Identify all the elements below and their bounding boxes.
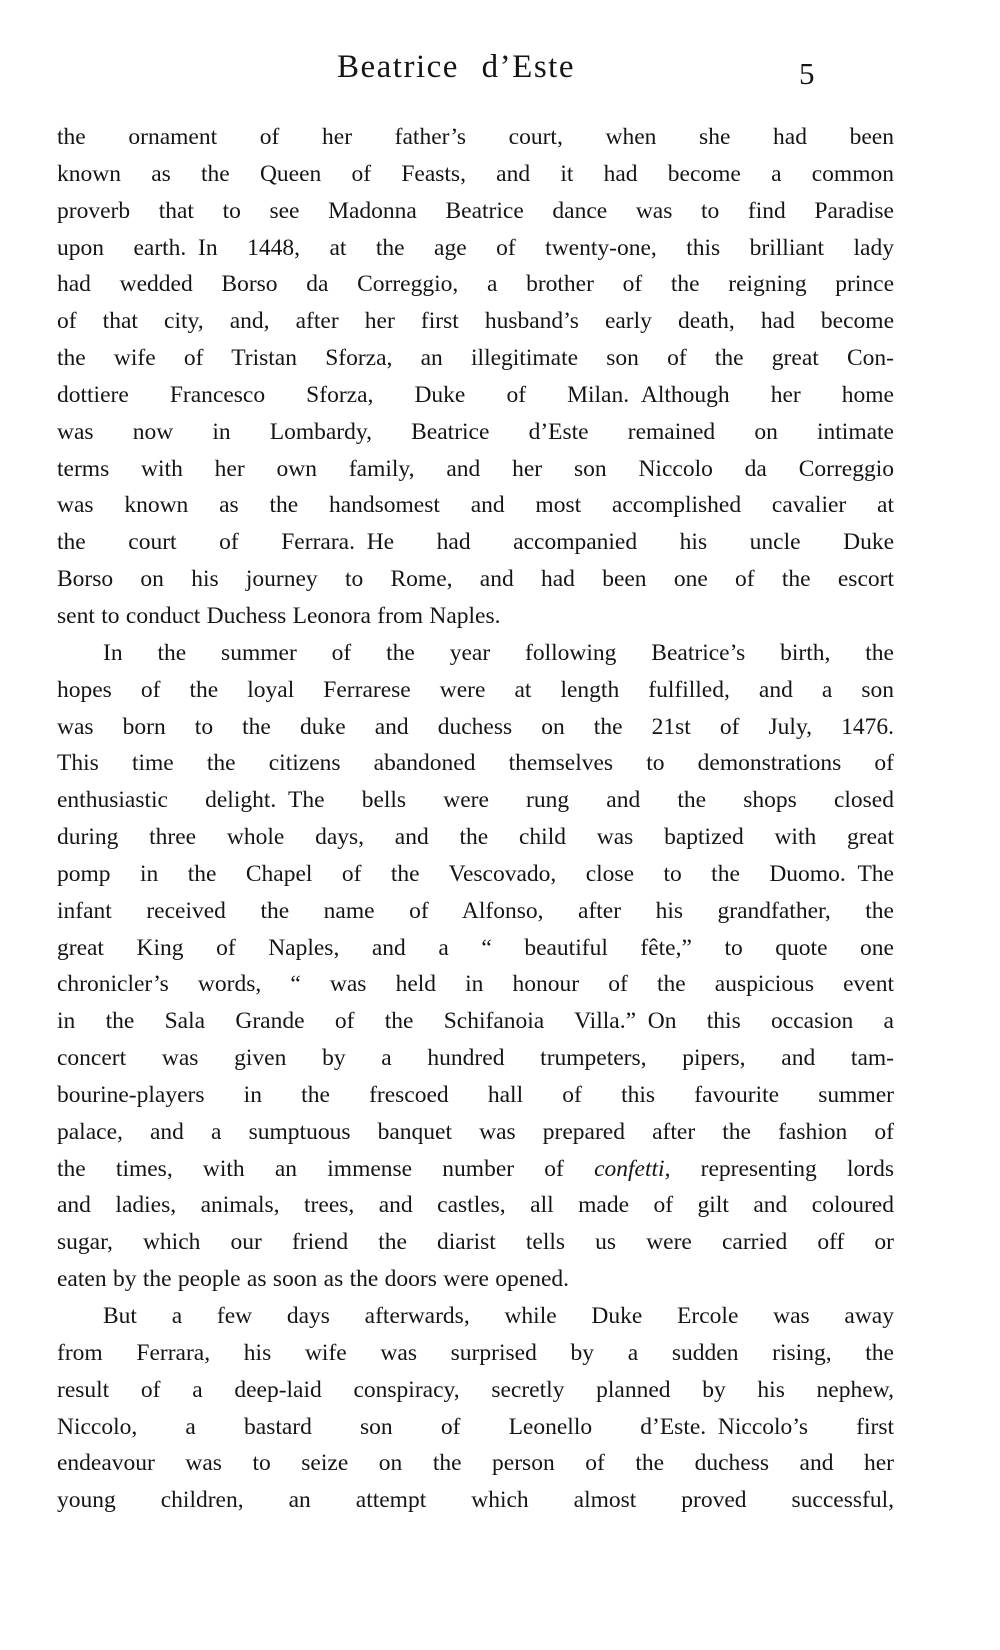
text-line: the ornament of her father’s court, when she had been: [57, 124, 894, 150]
text-line: upon earth. In 1448, at the age of twenty-one, this brilliant lady: [57, 234, 894, 261]
text-line: [57, 1151, 894, 1188]
text-line: young children, an attempt which almost proved successful,: [57, 1487, 894, 1514]
text-line: sugar, which our friend the diarist tells us were carried off or: [57, 1229, 894, 1256]
text-line: hopes of the loyal Ferrarese were at length fulfilled, and a son: [57, 676, 894, 703]
text-line: infant received the name of Alfonso, after his grandfather, the: [57, 897, 894, 924]
text-line: had wedded Borso da Correggio, a brother of the reigning prince: [57, 271, 894, 298]
text-line: was born to the duke and duchess on the 21st of July, 1476.: [57, 713, 894, 740]
text-line: during three whole days, and the child was baptized with great: [57, 824, 894, 851]
text-line: in the Sala Grande of the Schifanoia Villa.” On this occasion a: [57, 1008, 894, 1035]
text-line: from Ferrara, his wife was surprised by a sudden rising, the: [57, 1339, 894, 1366]
text-line: This time the citizens abandoned themselves to demonstrations of: [57, 750, 894, 777]
text-line: sent to conduct Duchess Leonora from Naples.: [57, 602, 501, 629]
text-segment: the times, with an immense number of: [57, 1155, 595, 1182]
page-body: [57, 119, 894, 1519]
text-line: eaten by the people as soon as the doors were opened.: [57, 1266, 570, 1293]
paragraph: [57, 635, 894, 1298]
text-line: chronicler’s words, “ was held in honour of the auspicious event: [57, 971, 894, 998]
text-line: But a few days afterwards, while Duke Ercole was away: [103, 1303, 894, 1329]
text-line: was known as the handsomest and most accomplished cavalier at: [57, 492, 894, 519]
text-line: palace, and a sumptuous banquet was prepared after the fashion of: [57, 1118, 894, 1145]
text-line: In the summer of the year following Beatrice’s birth, the: [103, 639, 894, 666]
italic-term: confetti: [594, 1155, 665, 1182]
page-number: 5: [799, 56, 815, 91]
text-segment: , representing lords: [664, 1155, 894, 1182]
text-line: terms with her own family, and her son Niccolo da Correggio: [57, 455, 894, 482]
text-line: endeavour was to seize on the person of the duchess and her: [57, 1450, 894, 1477]
text-line: of that city, and, after her first husband’s early death, had become: [57, 308, 894, 335]
text-line: the court of Ferrara. He had accompanied his uncle Duke: [57, 529, 894, 556]
text-line: Niccolo, a bastard son of Leonello d’Este. Niccolo’s first: [57, 1413, 894, 1440]
text-line: great King of Naples, and a “ beautiful fête,” to quote one: [57, 934, 894, 961]
text-line: and ladies, animals, trees, and castles, all made of gilt and coloured: [57, 1192, 894, 1219]
text-line: proverb that to see Madonna Beatrice dance was to find Paradise: [57, 197, 894, 224]
text-line: enthusiastic delight. The bells were rung and the shops closed: [57, 787, 894, 814]
text-line: the wife of Tristan Sforza, an illegitimate son of the great Con-: [57, 345, 894, 372]
text-line: bourine-players in the frescoed hall of this favourite summer: [57, 1081, 894, 1108]
text-line: known as the Queen of Feasts, and it had become a common: [57, 160, 894, 187]
text-line: concert was given by a hundred trumpeters, pipers, and tam-: [57, 1045, 894, 1072]
page-title: Beatrice d’Este: [337, 49, 575, 85]
text-line: dottiere Francesco Sforza, Duke of Milan. Although her home: [57, 381, 894, 408]
text-line: was now in Lombardy, Beatrice d’Este remained on intimate: [57, 418, 894, 445]
paragraph: [57, 1298, 894, 1519]
text-line: pomp in the Chapel of the Vescovado, close to the Duomo. The: [57, 860, 894, 887]
paragraph: [57, 119, 894, 635]
text-line: result of a deep-laid conspiracy, secretly planned by his nephew,: [57, 1376, 894, 1403]
text-line: Borso on his journey to Rome, and had been one of the escort: [57, 566, 894, 593]
